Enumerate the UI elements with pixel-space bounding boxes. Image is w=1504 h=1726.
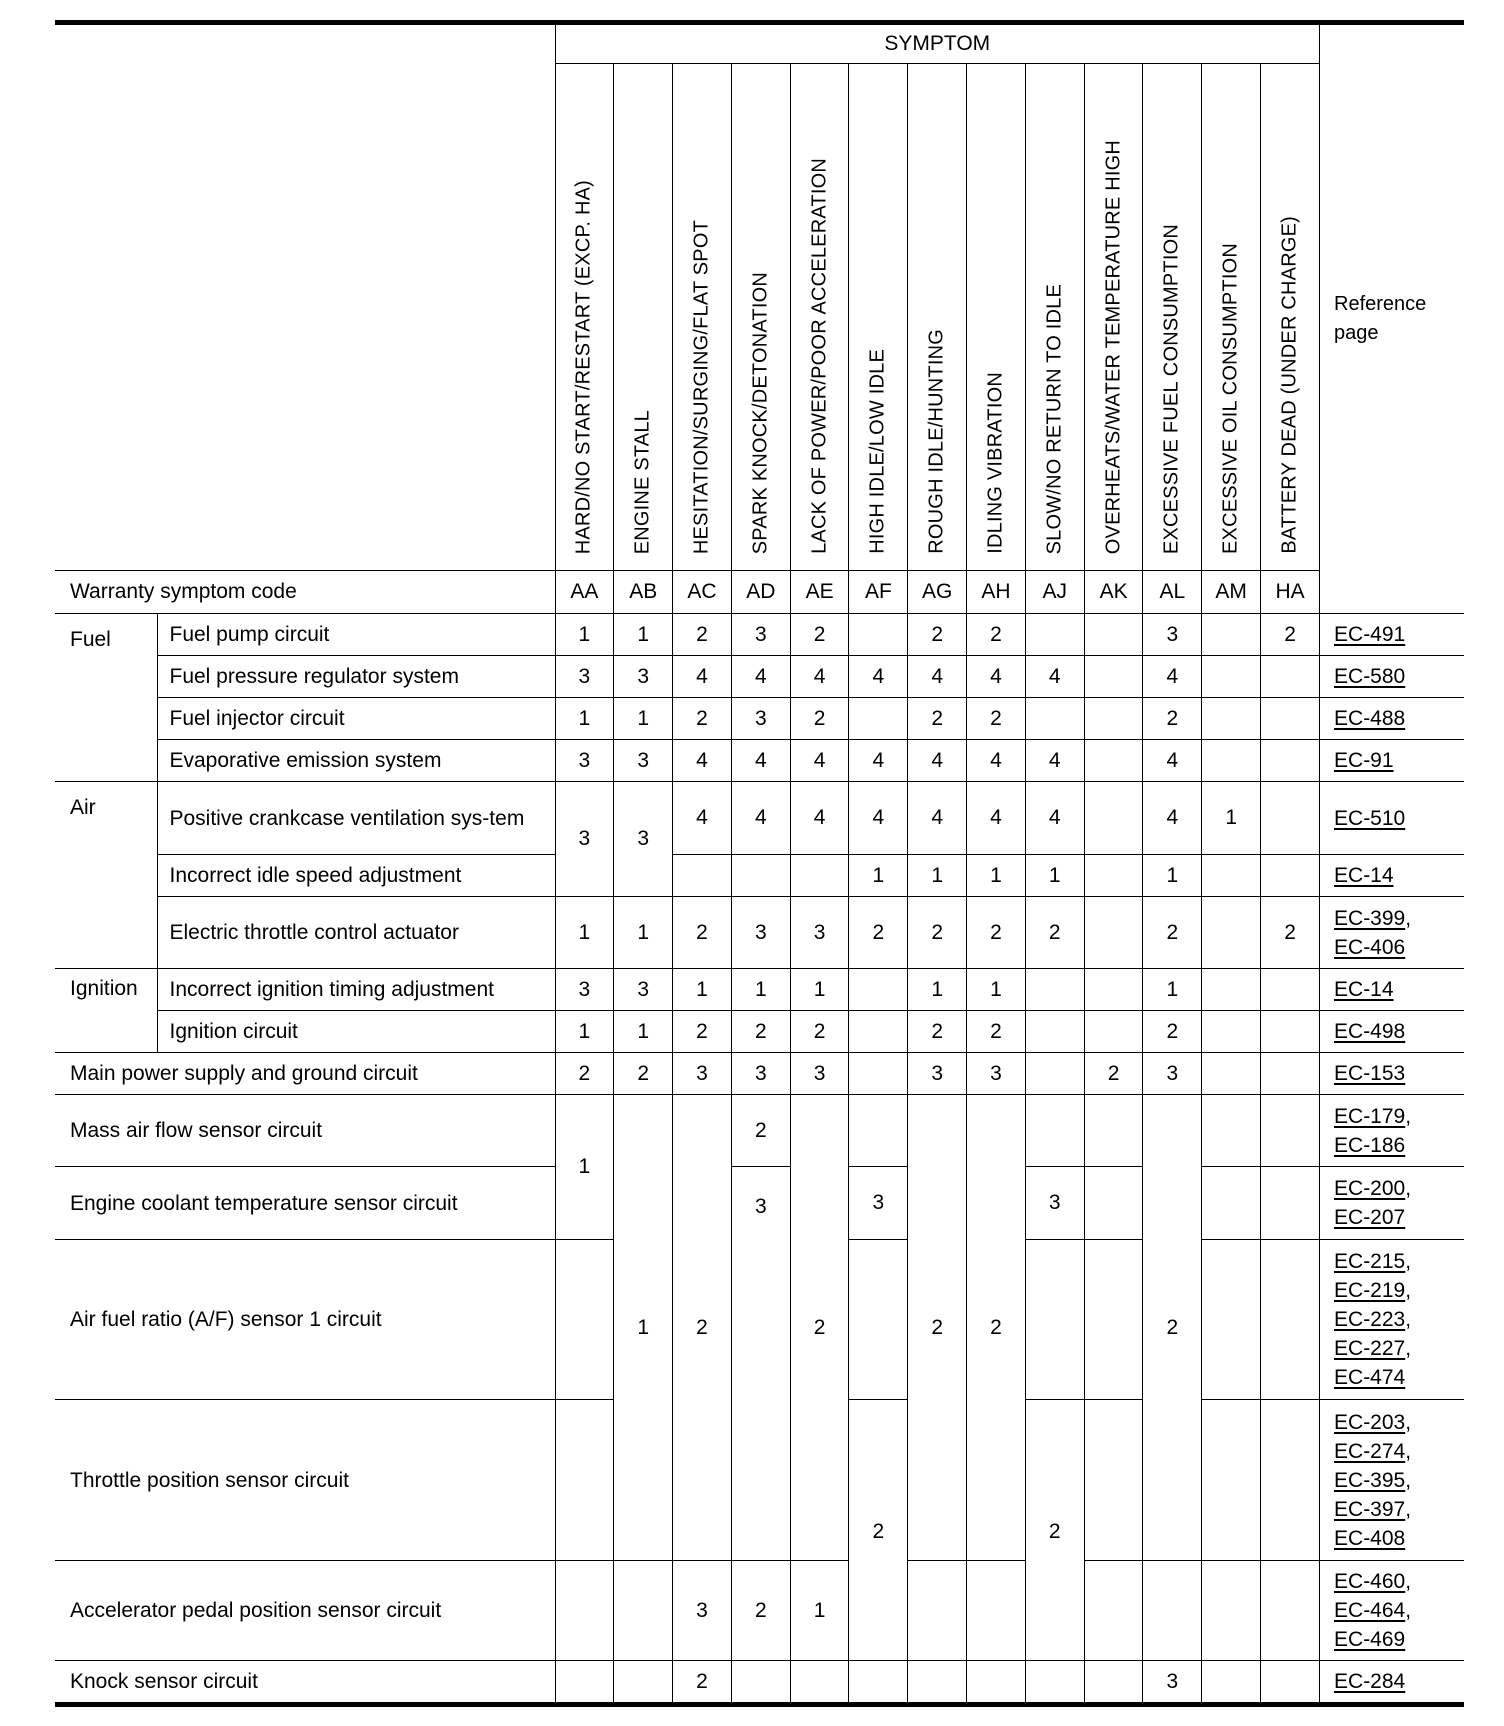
reference-cell: EC-399, EC-406 [1320,897,1464,969]
reference-cell: EC-460, EC-464, EC-469 [1320,1561,1464,1661]
cell [673,855,732,897]
reference-cell: EC-179, EC-186 [1320,1095,1464,1167]
cell: 4 [731,656,790,698]
cell: 1 [731,969,790,1011]
cell [1025,1661,1084,1705]
reference-link[interactable]: EC-464 [1334,1599,1406,1622]
cell: 4 [908,782,967,855]
cell [1084,614,1143,656]
cell: 4 [849,782,908,855]
cell: 4 [673,740,732,782]
reference-link[interactable]: EC-491 [1334,623,1406,646]
reference-cell: EC-200, EC-207 [1320,1167,1464,1240]
cell: 3 [1143,614,1202,656]
cell: 2 [967,614,1026,656]
warranty-code-label: Warranty symptom code [55,571,555,614]
cell [1202,897,1261,969]
cell: 1 [908,969,967,1011]
cell [849,969,908,1011]
cell [1261,656,1320,698]
cell [849,1240,908,1400]
table-row [55,1053,1464,1095]
cell: 4 [967,656,1026,698]
symptom-header-slow-return-idle: SLOW/NO RETURN TO IDLE [1025,64,1084,571]
cell [1084,782,1143,855]
cell: 2 [1261,897,1320,969]
reference-cell [1320,855,1464,897]
item-label: Mass air flow sensor circuit [55,1095,555,1167]
cell-merged: 2 [967,1095,1026,1561]
reference-page-header: Reference page [1320,23,1464,614]
cell: 1 [555,1011,614,1053]
cell [1084,1167,1143,1240]
cell: 2 [614,1053,673,1095]
reference-link[interactable]: EC-179 [1334,1104,1406,1128]
reference-link[interactable]: EC-186 [1334,1133,1406,1157]
reference-link[interactable]: EC-274 [1334,1439,1406,1463]
cell: 2 [1143,698,1202,740]
reference-cell [1320,782,1464,855]
symptom-header-engine-stall: ENGINE STALL [614,64,673,571]
cell [1202,1011,1261,1053]
cell [849,698,908,740]
cell: 2 [790,1011,849,1053]
cell: 1 [1143,969,1202,1011]
cell: 2 [673,1661,732,1705]
cell: 3 [673,1053,732,1095]
cell [555,1240,614,1400]
cell: 3 [1143,1053,1202,1095]
table-row [55,1661,1464,1705]
cell [1025,1240,1084,1400]
cell: 4 [1025,740,1084,782]
item-label: Accelerator pedal position sensor circuit [55,1561,555,1661]
code-AB: AB [614,571,673,614]
cell [908,1661,967,1705]
cell: 4 [1025,656,1084,698]
cell: 1 [967,969,1026,1011]
reference-link[interactable]: EC-207 [1334,1206,1406,1229]
cell [1202,1053,1261,1095]
reference-cell: EC-203, EC-274, EC-395, EC-397, EC-408 [1320,1400,1464,1561]
cell: 2 [673,698,732,740]
cell: 4 [1143,782,1202,855]
cell [614,1661,673,1705]
cell: 4 [908,656,967,698]
cell: 2 [1143,1011,1202,1053]
cell [1202,698,1261,740]
cell-merged: 1 [614,1095,673,1561]
code-AM: AM [1202,571,1261,614]
cell: 4 [849,740,908,782]
cell [1025,1095,1084,1167]
cell: 4 [731,740,790,782]
cell-merged: 2 [673,1095,732,1561]
cell [1025,969,1084,1011]
cell: 2 [1084,1053,1143,1095]
cell [1202,1167,1261,1240]
diagnosis-symptom-matrix [55,20,1464,1707]
cell [967,1661,1026,1705]
cell: 2 [908,614,967,656]
cell: 1 [849,855,908,897]
cell [1261,855,1320,897]
cell: 3 [614,740,673,782]
reference-link[interactable]: EC-580 [1334,665,1406,688]
cell: 2 [1261,614,1320,656]
code-AA: AA [555,571,614,614]
code-HA: HA [1261,571,1320,614]
cell: 1 [1143,855,1202,897]
table-row [55,740,1464,782]
cell: 4 [673,782,732,855]
symptom-header-spark-knock: SPARK KNOCK/DETONATION [731,64,790,571]
reference-link[interactable]: EC-399 [1334,906,1406,930]
cell [1202,740,1261,782]
cell [1202,614,1261,656]
cell: 3 [555,740,614,782]
cell [555,1561,614,1661]
table-row [55,782,1464,855]
item-label: Fuel injector circuit [157,698,555,740]
cell: 3 [1025,1167,1084,1240]
cell [849,1095,908,1167]
symptom-header-hard-start: HARD/NO START/RESTART (EXCP. HA) [555,64,614,571]
cell [1084,1240,1143,1400]
cell: 2 [731,1561,790,1661]
cell [1202,969,1261,1011]
cell [1261,698,1320,740]
code-AD: AD [731,571,790,614]
cell: 2 [673,1011,732,1053]
cell: 3 [731,698,790,740]
cell: 2 [908,897,967,969]
item-label: Electric throttle control actuator [157,897,555,969]
cell [731,1661,790,1705]
cell: 2 [731,1011,790,1053]
cell-merged: 2 [1143,1095,1202,1561]
code-AH: AH [967,571,1026,614]
cell [849,1661,908,1705]
cell [1084,969,1143,1011]
cell: 4 [967,740,1026,782]
cell: 3 [1143,1661,1202,1705]
cell [1084,897,1143,969]
cell: 3 [555,656,614,698]
table-row [55,969,1464,1011]
group-air: Air [55,782,157,969]
code-AG: AG [908,571,967,614]
cell: 2 [790,698,849,740]
cell: 1 [555,614,614,656]
group-ignition: Ignition [55,969,157,1053]
cell [1261,740,1320,782]
cell [849,1011,908,1053]
cell [1261,1167,1320,1240]
reference-link[interactable]: EC-408 [1334,1526,1406,1550]
cell: 3 [790,897,849,969]
code-AC: AC [673,571,732,614]
cell: 2 [555,1053,614,1095]
symptom-header-battery-dead: BATTERY DEAD (UNDER CHARGE) [1261,64,1320,571]
reference-cell: EC-215, EC-219, EC-223, EC-227, EC-474 [1320,1240,1464,1400]
reference-link[interactable]: EC-406 [1334,935,1406,959]
reference-link[interactable]: EC-223 [1334,1308,1406,1331]
code-AK: AK [1084,571,1143,614]
table-row [55,1011,1464,1053]
reference-link[interactable]: EC-227 [1334,1337,1406,1360]
item-label: Incorrect idle speed adjustment [157,855,555,897]
cell: 4 [673,656,732,698]
cell: 2 [1025,897,1084,969]
cell [1025,614,1084,656]
cell-merged: 1 [555,1095,614,1240]
cell [1202,855,1261,897]
reference-link[interactable]: EC-395 [1334,1468,1406,1492]
reference-cell [1320,1661,1464,1705]
symptom-header-lack-of-power: LACK OF POWER/POOR ACCELERATION [790,64,849,571]
cell [1261,782,1320,855]
cell [1261,1095,1320,1167]
cell: 4 [790,782,849,855]
reference-link[interactable]: EC-510 [1334,806,1406,830]
reference-link[interactable]: EC-460 [1334,1570,1406,1593]
item-label: Air fuel ratio (A/F) sensor 1 circuit [55,1240,555,1400]
cell: 2 [673,897,732,969]
cell: 1 [673,969,732,1011]
cell [1025,1011,1084,1053]
reference-link[interactable]: EC-469 [1334,1628,1406,1651]
cell: 1 [908,855,967,897]
cell [1025,698,1084,740]
code-AE: AE [790,571,849,614]
cell: 1 [790,1561,849,1661]
reference-link[interactable]: EC-284 [1334,1670,1406,1693]
table-row [55,656,1464,698]
reference-link[interactable]: EC-200 [1334,1177,1406,1200]
cell-merged: 3 [614,782,673,897]
symptom-header-excess-fuel: EXCESSIVE FUEL CONSUMPTION [1143,64,1202,571]
symptom-header-rough-idle: ROUGH IDLE/HUNTING [908,64,967,571]
table-row [55,614,1464,656]
table-row [55,1167,1464,1240]
cell-merged: 2 [1025,1400,1084,1661]
cell: 3 [908,1053,967,1095]
cell [790,855,849,897]
cell [1084,740,1143,782]
reference-cell [1320,1011,1464,1053]
table-row [55,855,1464,897]
cell: 1 [555,897,614,969]
item-label: Knock sensor circuit [55,1661,555,1705]
cell: 2 [849,897,908,969]
reference-link[interactable]: EC-474 [1334,1366,1406,1389]
reference-cell [1320,614,1464,656]
cell [1084,698,1143,740]
reference-cell [1320,969,1464,1011]
cell [1202,1095,1261,1167]
cell [1261,1053,1320,1095]
cell: 2 [967,897,1026,969]
table-row [55,698,1464,740]
cell [731,855,790,897]
cell: 4 [1143,740,1202,782]
cell [1261,969,1320,1011]
cell: 4 [790,656,849,698]
cell [1261,1561,1320,1661]
table-row [55,1561,1464,1661]
reference-link[interactable]: EC-14 [1334,978,1394,1001]
cell: 2 [673,614,732,656]
cell: 1 [555,698,614,740]
item-label: Engine coolant temperature sensor circuit [55,1167,555,1240]
table-row [55,1095,1464,1167]
item-label: Positive crankcase ventilation sys-tem [157,782,555,855]
cell [1025,1053,1084,1095]
item-label: Fuel pressure regulator system [157,656,555,698]
cell: 2 [908,1011,967,1053]
cell: 3 [614,656,673,698]
cell [1261,1240,1320,1400]
cell [1261,1661,1320,1705]
cell [790,1661,849,1705]
cell [967,1561,1026,1661]
symptom-title: SYMPTOM [555,23,1320,64]
cell [1202,1661,1261,1705]
cell-merged: 2 [790,1095,849,1561]
code-AL: AL [1143,571,1202,614]
cell-merged: 2 [908,1095,967,1561]
cell-merged: 3 [555,782,614,897]
reference-link[interactable]: EC-153 [1334,1062,1406,1085]
cell: 4 [967,782,1026,855]
cell: 1 [614,698,673,740]
symptom-header-hesitation: HESITATION/SURGING/FLAT SPOT [673,64,732,571]
cell: 2 [967,698,1026,740]
cell: 1 [790,969,849,1011]
cell: 2 [731,1095,790,1167]
reference-cell [1320,1053,1464,1095]
cell: 4 [790,740,849,782]
cell [555,1661,614,1705]
code-AJ: AJ [1025,571,1084,614]
cell: 3 [967,1053,1026,1095]
cell: 3 [673,1561,732,1661]
reference-cell [1320,656,1464,698]
cell [555,1400,614,1561]
cell: 1 [614,1011,673,1053]
reference-link[interactable]: EC-498 [1334,1020,1406,1043]
cell: 3 [790,1053,849,1095]
group-fuel: Fuel [55,614,157,782]
symptom-header-high-low-idle: HIGH IDLE/LOW IDLE [849,64,908,571]
cell [1261,1011,1320,1053]
cell: 4 [1025,782,1084,855]
reference-link[interactable]: EC-91 [1334,749,1394,772]
cell [614,1561,673,1661]
header-blank [55,23,555,571]
reference-link[interactable]: EC-203 [1334,1410,1406,1434]
item-label: Ignition circuit [157,1011,555,1053]
cell [849,614,908,656]
cell [1202,1400,1261,1561]
cell [1084,1561,1143,1661]
reference-link[interactable]: EC-219 [1334,1279,1406,1302]
cell [849,1053,908,1095]
cell: 1 [614,614,673,656]
item-label: Incorrect ignition timing adjustment [157,969,555,1011]
cell: 1 [967,855,1026,897]
symptom-header-excess-oil: EXCESSIVE OIL CONSUMPTION [1202,64,1261,571]
cell-merged: 3 [731,1167,790,1561]
item-label: Main power supply and ground circuit [55,1053,555,1095]
cell: 1 [614,897,673,969]
cell: 1 [1202,782,1261,855]
reference-cell [1320,740,1464,782]
reference-link[interactable]: EC-215 [1334,1250,1406,1273]
cell [908,1561,967,1661]
cell [1084,1095,1143,1167]
cell [1084,1661,1143,1705]
cell: 2 [908,698,967,740]
item-label: Fuel pump circuit [157,614,555,656]
reference-link[interactable]: EC-14 [1334,864,1394,887]
cell: 3 [614,969,673,1011]
cell: 3 [731,1053,790,1095]
cell [1084,1400,1143,1561]
table-row [55,897,1464,969]
cell [1202,1240,1261,1400]
reference-cell [1320,698,1464,740]
cell: 3 [849,1167,908,1240]
symptom-header-idling-vibration: IDLING VIBRATION [967,64,1026,571]
code-AF: AF [849,571,908,614]
cell: 4 [908,740,967,782]
cell: 3 [731,897,790,969]
cell: 2 [790,614,849,656]
cell [1202,656,1261,698]
cell: 3 [555,969,614,1011]
cell: 4 [849,656,908,698]
cell [1084,1011,1143,1053]
symptom-header-overheats: OVERHEATS/WATER TEMPERATURE HIGH [1084,64,1143,571]
cell: 4 [1143,656,1202,698]
cell: 3 [731,614,790,656]
item-label: Evaporative emission system [157,740,555,782]
cell [1143,1561,1202,1661]
cell: 2 [1143,897,1202,969]
cell: 1 [1025,855,1084,897]
reference-link[interactable]: EC-488 [1334,707,1406,730]
cell [1261,1400,1320,1561]
cell [1084,656,1143,698]
cell: 2 [967,1011,1026,1053]
cell: 4 [731,782,790,855]
reference-link[interactable]: EC-397 [1334,1497,1406,1521]
item-label: Throttle position sensor circuit [55,1400,555,1561]
cell [1084,855,1143,897]
cell [1202,1561,1261,1661]
cell-merged: 2 [849,1400,908,1661]
